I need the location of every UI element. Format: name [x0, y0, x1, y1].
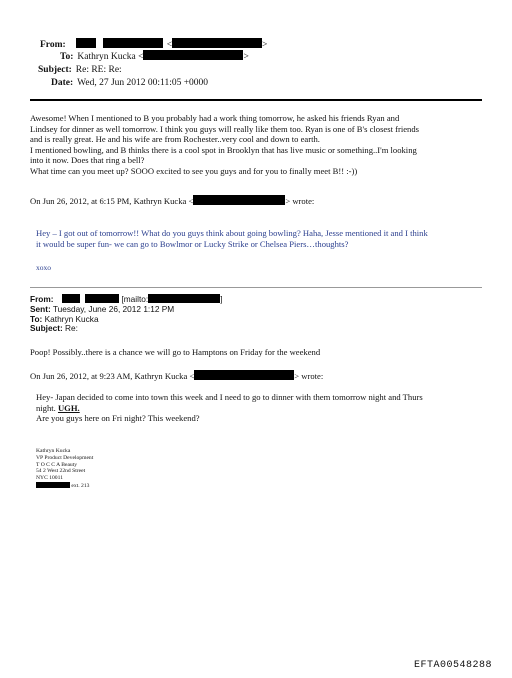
message-line: Lindsey for dinner as well tomorrow. I think you guys will really like them too. Ryan is one of B's closest friends [30, 123, 419, 134]
redaction-bar [36, 482, 70, 488]
signature-city: NYC 10011 [36, 475, 63, 482]
signature-title: VP Product Development [36, 454, 94, 461]
quote2-body [36, 392, 496, 424]
subject-value: Re: RE: Re: [75, 65, 122, 75]
signature-company: T O C C A Beauty [36, 461, 78, 468]
reply-text: Poop! Possibly..there is a chance we will go to Hamptons on Friday for the weekend [30, 347, 321, 357]
quote-line: Hey- Japan decided to come into town this week and I need to go to dinner with them tomorrow night and Thurs [36, 392, 423, 402]
to-gt: > [243, 52, 249, 62]
redaction-bar [62, 294, 80, 303]
signature-street: 54 2 West 22nd Street [36, 468, 86, 475]
quote2-intro-suffix: > wrote: [294, 371, 324, 381]
redaction-bar [85, 294, 119, 303]
forward-mailto-end: ] [220, 294, 223, 304]
message-line: What time can you meet up? SOOO excited to see you guys and for you to finally meet B!! :-)) [30, 165, 358, 176]
quote-line: Are you guys here on Fri night? This weekend? [36, 413, 200, 424]
quote1-intro-suffix: > wrote: [285, 196, 315, 206]
quote1-intro-prefix: On Jun 26, 2012, at 6:15 PM, Kathryn Kucka < [30, 196, 194, 206]
message-line: and is really great. He and his wife are from Rochester..very cool and down to earth. [30, 134, 320, 145]
forward-subject-value: Re: [65, 323, 78, 334]
from-label: From: [40, 40, 66, 50]
subject-label: Subject: [38, 65, 72, 75]
forward-sent-value: Tuesday, June 26, 2012 1:12 PM [52, 303, 175, 314]
header-divider [30, 99, 482, 101]
signature-name: Kathryn Kucka [36, 448, 71, 454]
from-lt: < [166, 40, 173, 50]
forward-subject-row [30, 324, 223, 334]
quote-line [36, 403, 496, 414]
forward-from-label: From: [30, 294, 54, 304]
signature-block [36, 448, 93, 490]
redaction-bar [193, 195, 285, 205]
forward-mailto: [mailto: [121, 294, 149, 304]
forward-to-value: Kathryn Kucka [44, 313, 99, 324]
document-id: EFTA00548288 [414, 660, 493, 671]
message-line: into it now. Does that ring a bell? [30, 155, 145, 166]
forward-subject-label: Subject: [30, 323, 63, 334]
redaction-bar [148, 294, 223, 304]
forward-header [30, 294, 223, 334]
forward-sent-label: Sent: [30, 303, 51, 314]
message-body [30, 113, 490, 177]
to-value: Kathryn Kucka < [77, 52, 144, 62]
to-label: To: [60, 52, 74, 62]
quote2-emphasis: UGH. [57, 402, 80, 413]
message-line: I mentioned bowling, and B thinks there is a cool spot in Brooklyn that has live music or something..I'm looking [30, 144, 417, 155]
signature-phone-row [36, 482, 93, 490]
forward-divider [30, 287, 482, 288]
redaction-bar [143, 50, 243, 60]
quote1-intro [30, 195, 314, 207]
date-row [51, 72, 208, 90]
message-line: Awesome! When I mentioned to B you probably had a work thing tomorrow, he asked his friends Ryan and [30, 113, 400, 123]
quote-line: it would be super fun- we can go to Bowlmor or Lucky Strike or Chelsea Piers…thoughts? [36, 238, 349, 249]
redaction-bar [194, 370, 294, 380]
quote-line: Hey – I got out of tomorrow!! What do you guys think about going bowling? Haha, Jesse mentioned it and I think [36, 228, 428, 238]
quote2-intro-prefix: On Jun 26, 2012, at 9:23 AM, Kathryn Kucka < [30, 371, 195, 381]
quote1-body [36, 228, 496, 249]
date-value: Wed, 27 Jun 2012 00:11:05 +0000 [77, 78, 209, 88]
quote2-intro [30, 370, 323, 382]
quote2-line2-prefix: night. [36, 402, 58, 413]
quote1-signoff: xoxo [36, 263, 51, 272]
forward-to-label: To: [30, 313, 43, 324]
date-label: Date: [51, 78, 74, 88]
signature-ext: ext. 213 [71, 482, 90, 489]
from-gt: > [262, 40, 268, 50]
